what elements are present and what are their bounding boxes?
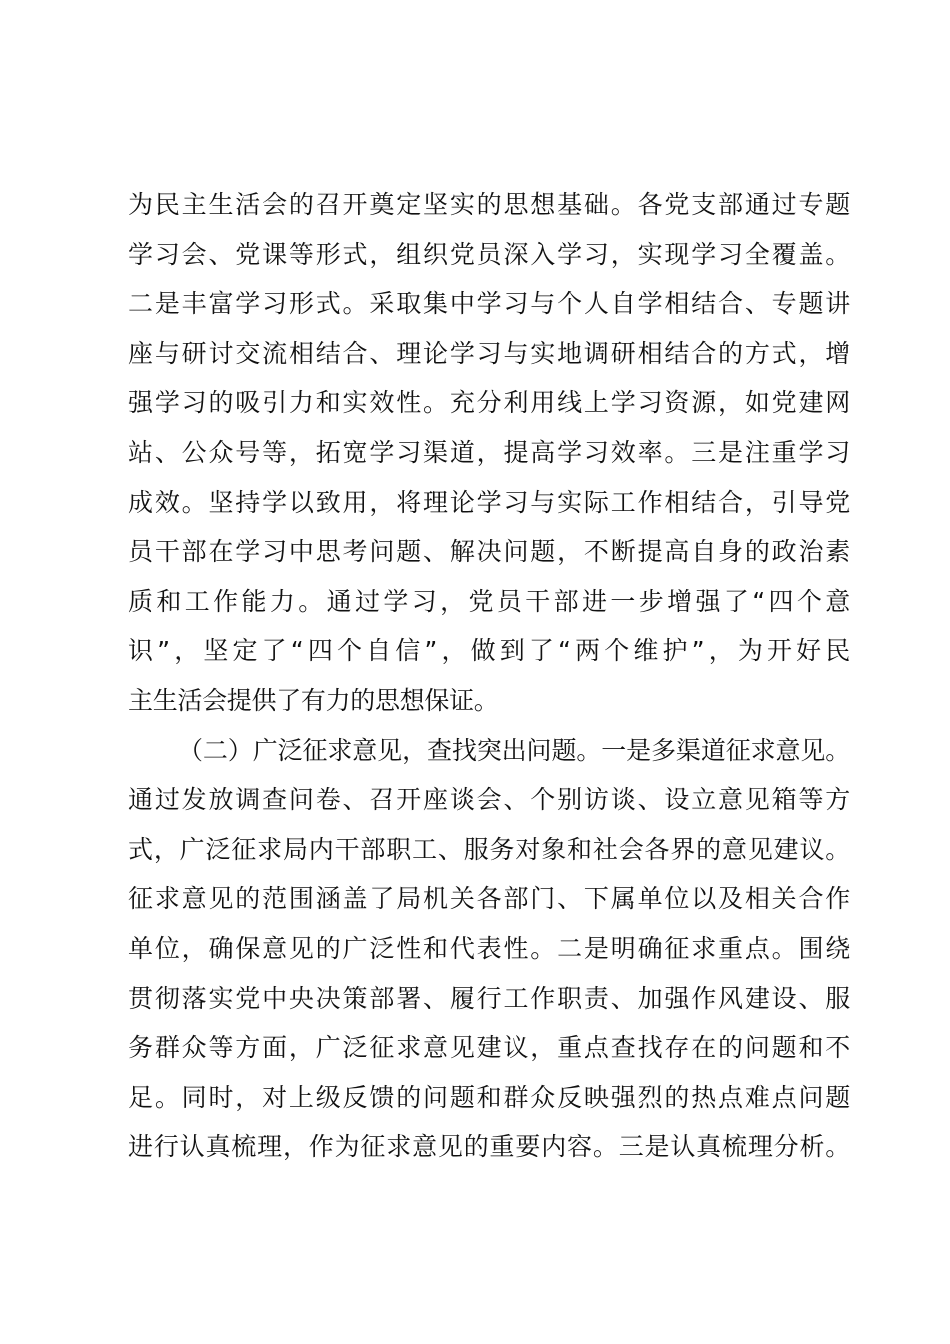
text-line: 站、公众号等，拓宽学习渠道，提高学习效率。三是注重学习 [128,437,850,467]
text-line: 座与研讨交流相结合、理论学习与实地调研相结合的方式，增 [128,338,850,368]
text-line: 贯彻落实党中央决策部署、履行工作职责、加强作风建设、服 [128,983,850,1013]
text-line: 主生活会提供了有力的思想保证。 [128,685,499,715]
text-line: 员干部在学习中思考问题、解决问题，不断提高自身的政治素 [128,537,850,567]
text-line: 识”，坚定了“四个自信”，做到了“两个维护”，为开好民 [128,636,850,666]
text-line: 足。同时，对上级反馈的问题和群众反映强烈的热点难点问题 [128,1082,850,1112]
text-line: （二）广泛征求意见，查找突出问题。一是多渠道征求意见。 [178,735,850,765]
text-line: 进行认真梳理，作为征求意见的重要内容。三是认真梳理分析。 [128,1132,850,1162]
text-line: 为民主生活会的召开奠定坚实的思想基础。各党支部通过专题 [128,190,850,219]
text-line: 成效。坚持学以致用，将理论学习与实际工作相结合，引导党 [128,487,850,517]
document-body [128,180,850,1172]
text-line: 学习会、党课等形式，组织党员深入学习，实现学习全覆盖。 [128,239,850,269]
text-line: 通过发放调查问卷、召开座谈会、个别访谈、设立意见箱等方 [128,785,850,815]
text-line: 单位，确保意见的广泛性和代表性。二是明确征求重点。围绕 [128,933,850,963]
text-line: 式，广泛征求局内干部职工、服务对象和社会各界的意见建议。 [128,834,850,864]
text-line: 质和工作能力。通过学习，党员干部进一步增强了“四个意 [128,586,850,616]
text-line: 强学习的吸引力和实效性。充分利用线上学习资源，如党建网 [128,388,850,418]
text-line: 二是丰富学习形式。采取集中学习与个人自学相结合、专题讲 [128,289,850,319]
text-line: 务群众等方面，广泛征求意见建议，重点查找存在的问题和不 [128,1033,850,1063]
text-line: 征求意见的范围涵盖了局机关各部门、下属单位以及相关合作 [128,884,850,914]
